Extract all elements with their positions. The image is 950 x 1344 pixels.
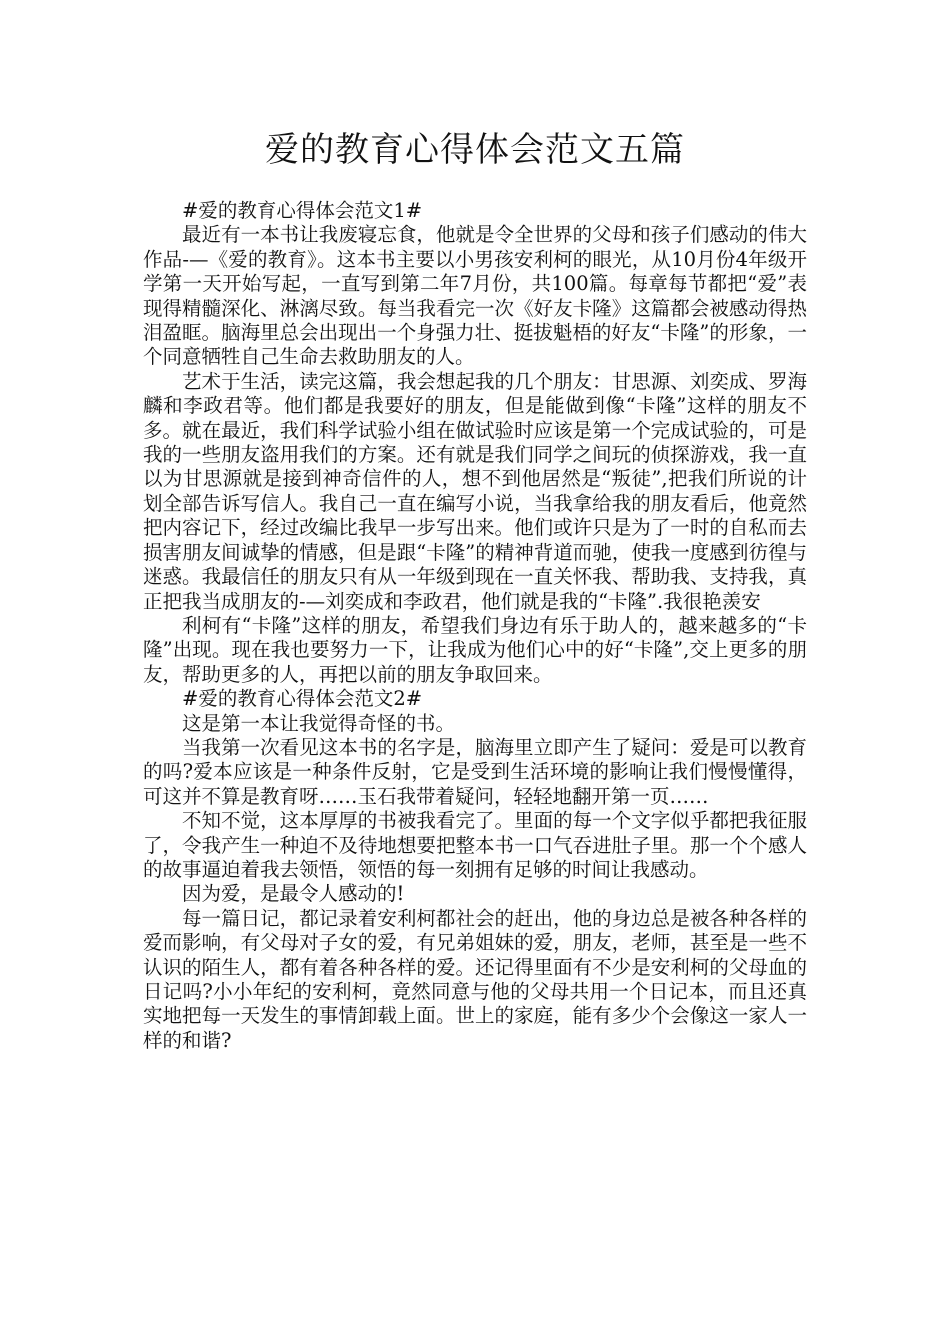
document-body [143, 199, 807, 1053]
paragraph: 不知不觉，这本厚厚的书被我看完了。里面的每一个文字似乎都把我征服了，令我产生一种迫不及待地想要把整本书一口气吞进肚子里。那一个个感人的故事逼迫着我去领悟，领悟的每一刻拥有足够的时间让我感动。 [143, 809, 807, 881]
paragraph: 每一篇日记，都记录着安利柯都社会的赶出，他的身边总是被各种各样的爱而影响，有父母对子女的爱，有兄弟姐妹的爱，朋友，老师，甚至是一些不认识的陌生人，都有着各种各样的爱。还记得里面有不少是安利柯的父母血的日记吗?小小年纪的安利柯，竟然同意与他的父母共用一个日记本，而且还真实地把每一天发生的事情卸载上面。世上的家庭，能有多少个会像这一家人一样的和谐? [143, 906, 807, 1052]
paragraph: 艺术于生活，读完这篇，我会想起我的几个朋友：甘思源、刘奕成、罗海麟和李政君等。他们都是我要好的朋友，但是能做到像“卡隆”这样的朋友不多。就在最近，我们科学试验小组在做试验时应该是第一个完成试验的，可是我的一些朋友盗用我们的方案。还有就是我们同学之间玩的侦探游戏，我一直以为甘思源就是接到神奇信件的人，想不到他居然是“叛徒”,把我们所说的计划全部告诉写信人。我自己一直在编写小说，当我拿给我的朋友看后，他竟然把内容记下，经过改编比我早一步写出来。他们或许只是为了一时的自私而去损害朋友间诚挚的情感，但是跟“卡隆”的精神背道而驰，使我一度感到彷徨与迷惑。我最信任的朋友只有从一年级到现在一直关怀我、帮助我、支持我，真正把我当成朋友的-—刘奕成和李政君，他们就是我的“卡隆”.我很艳羡安 [143, 369, 807, 613]
section-heading-1: #爱的教育心得体会范文1# [182, 199, 423, 222]
paragraph: 最近有一本书让我废寝忘食，他就是令全世界的父母和孩子们感动的伟大作品-—《爱的教育》。这本书主要以小男孩安利柯的眼光，从10月份4年级开学第一天开始写起，一直写到第二年7月份，共100篇。每章每节都把“爱”表现得精髓深化、淋漓尽致。每当我看完一次《好友卡隆》这篇都会被感动得热泪盈眶。脑海里总会出现出一个身强力壮、挺拔魁梧的好友“卡隆”的形象，一个同意牺牲自己生命去救助朋友的人。 [143, 223, 807, 369]
paragraph: 当我第一次看见这本书的名字是，脑海里立即产生了疑问：爱是可以教育的吗?爱本应该是一种条件反射，它是受到生活环境的影响让我们慢慢懂得，可这并不算是教育呀……玉石我带着疑问，轻轻地翻开第一页…… [143, 735, 807, 808]
paragraph: 因为爱，是最令人感动的! [182, 882, 405, 906]
paragraph: 利柯有“卡隆”这样的朋友，希望我们身边有乐于助人的，越来越多的“卡隆”出现。现在我也要努力一下，让我成为他们心中的好“卡隆”,交上更多的朋友，帮助更多的人，再把以前的朋友争取回来。 [143, 613, 807, 686]
section-heading-2: #爱的教育心得体会范文2# [182, 687, 423, 711]
paragraph: 这是第一本让我觉得奇怪的书。 [182, 711, 456, 735]
page-title: 爱的教育心得体会范文五篇 [265, 130, 685, 170]
